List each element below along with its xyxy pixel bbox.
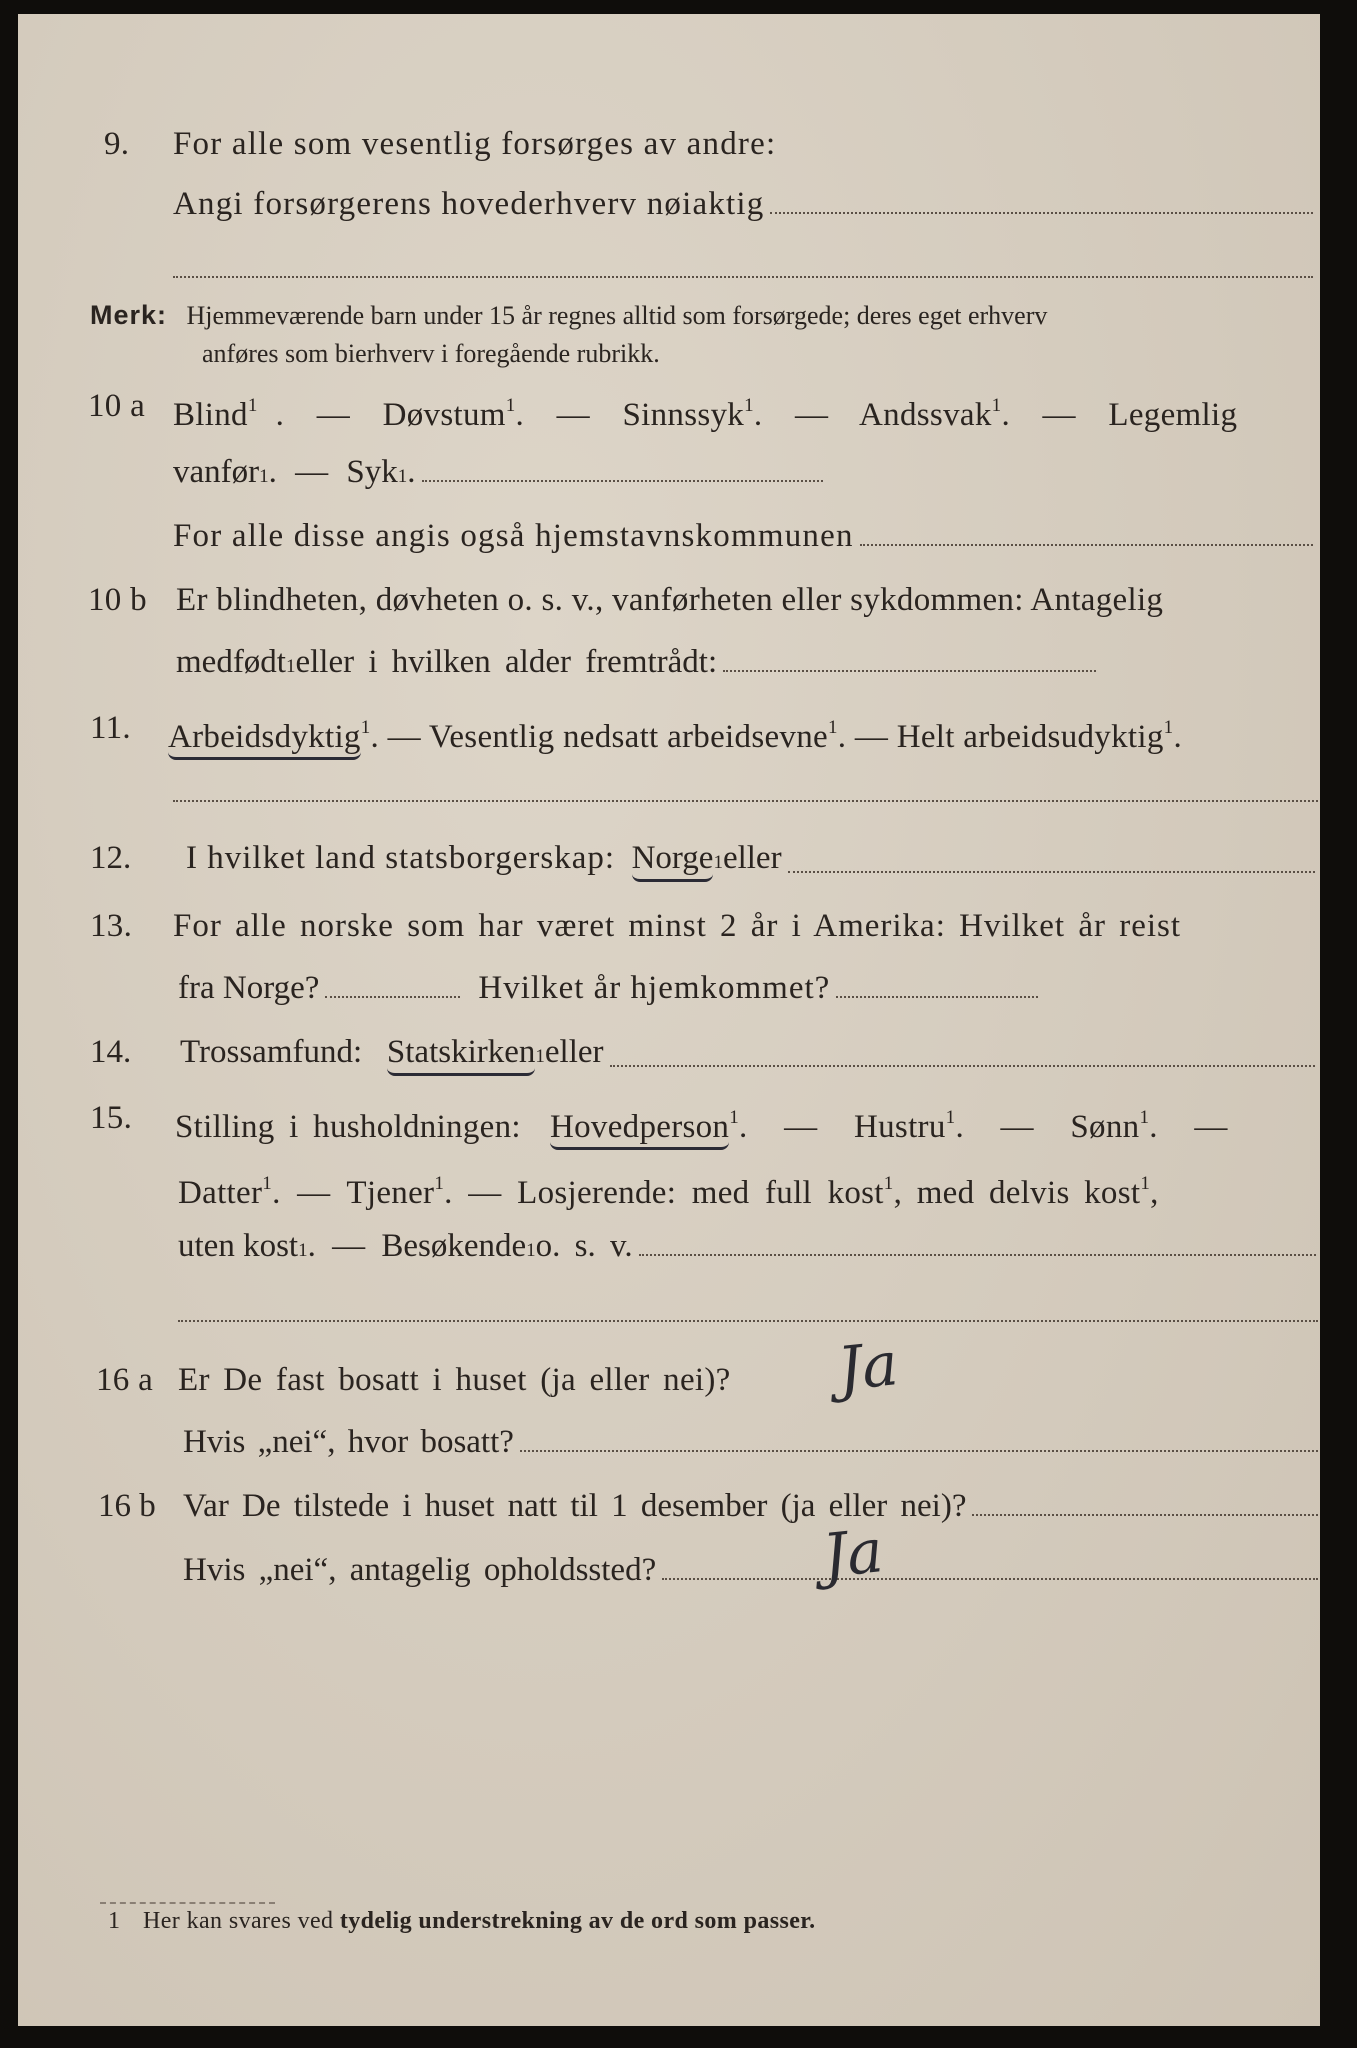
option-dovstum[interactable]: . — Døvstum — [275, 397, 506, 433]
q12-answer-line[interactable] — [788, 871, 1315, 873]
q10a-hjemstavn-answer-line[interactable] — [860, 544, 1313, 546]
option-medfodt[interactable]: medfødt — [176, 644, 286, 680]
option-arbeidsdyktig-selected[interactable]: Arbeidsdyktig — [168, 719, 361, 760]
q16a-line2 — [183, 1424, 1318, 1461]
q13-reist-answer-line[interactable] — [325, 996, 460, 998]
option-tjener[interactable]: . — Tjener — [272, 1175, 435, 1211]
q12-eller: eller — [722, 840, 782, 876]
footnote-mark: 1 — [108, 1908, 121, 1934]
option-datter[interactable]: Datter — [178, 1175, 263, 1211]
q10b-text: Er blindheten, døvheten o. s. v., vanførheten eller sykdommen: Antagelig — [176, 582, 1164, 618]
period: . — [1173, 719, 1183, 755]
q10a-hjemstavn-prompt: For alle disse angis også hjemstavnskommunen — [173, 518, 854, 554]
q12-prompt: I hvilket land statsborgerskap: — [186, 840, 616, 876]
option-andssvak[interactable]: . — Andssvak — [753, 397, 992, 433]
q16b-answer-line[interactable] — [972, 1514, 1318, 1516]
q13-number: 13. — [90, 908, 133, 944]
q13-hjemkommet-prompt: Hvilket år hjemkommet? — [478, 970, 831, 1006]
sup-1: 1 — [1140, 1173, 1151, 1194]
option-statskirken-selected[interactable]: Statskirken — [387, 1034, 535, 1076]
q9-prompt: Angi forsørgerens hovederhverv nøiaktig — [173, 186, 765, 222]
option-delvis-kost[interactable]: , med delvis kost — [893, 1175, 1141, 1211]
q16b-number: 16 b — [98, 1488, 156, 1524]
q16b-line2 — [183, 1552, 1318, 1589]
sup-1: 1 — [713, 852, 723, 873]
option-arbeidsudyktig[interactable]: . — Helt arbeidsudyktig — [837, 719, 1164, 755]
option-syk[interactable]: . — Syk — [268, 454, 398, 490]
q10a-line3 — [173, 518, 1313, 555]
q10b-line2 — [176, 644, 1096, 681]
option-blind[interactable]: Blind — [173, 397, 248, 433]
sup-1: 1 — [298, 1240, 308, 1261]
q16b-handwritten-answer[interactable]: Ja — [819, 1516, 887, 1592]
sup-1: 1 — [285, 656, 296, 677]
q16a-prompt: Er De fast bosatt i huset (ja eller nei)? — [178, 1362, 731, 1398]
merk-line2: anføres som bierhverv i foregående rubrikk. — [202, 339, 660, 368]
sup-1: 1 — [744, 395, 754, 416]
sup-1: 1 — [434, 1173, 445, 1194]
option-sonn[interactable]: . — Sønn — [955, 1109, 1140, 1145]
q16b-prompt: Var De tilstede i huset natt til 1 desember (ja eller nei)? — [183, 1488, 967, 1524]
q16b-opholdssted-answer-line[interactable] — [662, 1578, 1318, 1580]
q16a-bosatt-prompt: Hvis „nei“, hvor bosatt? — [183, 1424, 514, 1460]
q15-number: 15. — [90, 1100, 133, 1136]
merk-note — [90, 296, 1047, 373]
q15-answer-line[interactable] — [639, 1254, 1316, 1256]
option-nedsatt-arbeidsevne[interactable]: . — Vesentlig nedsatt arbeidsevne — [370, 719, 828, 755]
sup-1: 1 — [262, 1173, 273, 1194]
option-uten-kost[interactable]: uten kost — [178, 1228, 299, 1264]
option-hovedperson-selected[interactable]: Hovedperson — [550, 1109, 729, 1150]
q10a-number: 10 a — [88, 388, 146, 424]
q15-line3 — [178, 1228, 1316, 1265]
sup-1: 1 — [827, 717, 838, 738]
q16b-opholdssted-prompt: Hvis „nei“, antagelig opholdssted? — [183, 1552, 657, 1588]
option-sinnssyk[interactable]: . — Sinnssyk — [515, 397, 745, 433]
q15-osv: o. s. v. — [535, 1228, 633, 1264]
sup-1: 1 — [945, 1107, 956, 1128]
sup-1: 1 — [397, 466, 408, 487]
sup-1: 1 — [259, 466, 269, 487]
sup-1: 1 — [360, 717, 371, 738]
q9-number: 9. — [104, 126, 130, 162]
q10b-number: 10 b — [88, 582, 147, 618]
period: . — [407, 454, 416, 490]
sup-1: 1 — [505, 395, 516, 416]
q10b-answer-line[interactable] — [723, 670, 1096, 672]
q15-prompt: Stilling i husholdningen: — [175, 1109, 521, 1145]
q9-text: For alle som vesentlig forsørges av andre: — [173, 126, 777, 162]
q14-line — [90, 1034, 1315, 1076]
q11-number: 11. — [90, 710, 131, 746]
q13-reist-prompt: fra Norge? — [178, 970, 320, 1006]
q13-text: For alle norske som har været minst 2 år i Amerika: Hvilket år reist — [173, 908, 1182, 944]
option-hustru[interactable]: . — Hustru — [739, 1109, 946, 1145]
merk-label: Merk: — [90, 300, 168, 330]
option-losjerende-full-kost[interactable]: . — Losjerende: med full kost — [444, 1175, 884, 1211]
q16b-line1 — [98, 1488, 1318, 1525]
q16a-answer-line[interactable] — [520, 1450, 1318, 1452]
q14-eller: eller — [544, 1034, 604, 1070]
q13-hjemkommet-answer-line[interactable] — [836, 996, 1038, 998]
footnote-rule — [100, 1902, 275, 1904]
q10a-line2 — [173, 454, 823, 491]
sup-1: 1 — [1163, 717, 1174, 738]
q9-answer-line[interactable] — [770, 212, 1313, 214]
sup-1: 1 — [729, 1107, 740, 1128]
merk-line1: Hjemmeværende barn under 15 år regnes alltid som forsørgede; deres eget erhverv — [186, 301, 1048, 330]
sup-1: 1 — [883, 1173, 894, 1194]
q13-line2 — [178, 970, 1038, 1007]
q9-extra-line[interactable] — [173, 276, 1313, 278]
footnote-text: Her kan svares ved — [143, 1908, 340, 1934]
dash: . — — [1149, 1109, 1228, 1145]
q15-extra-line[interactable] — [178, 1320, 1318, 1322]
footnote — [108, 1908, 816, 1935]
q10a-syk-answer-line[interactable] — [422, 480, 824, 482]
q9-line2 — [173, 186, 1313, 223]
q12-line — [90, 840, 1315, 882]
q14-prompt: Trossamfund: — [180, 1034, 363, 1070]
sup-1: 1 — [1139, 1107, 1150, 1128]
option-besokende[interactable]: . — Besøkende — [307, 1228, 527, 1264]
sup-1: 1 — [526, 1240, 536, 1261]
q14-answer-line[interactable] — [610, 1065, 1315, 1067]
sup-1: 1 — [991, 395, 1002, 416]
comma: , — [1150, 1175, 1159, 1211]
q14-number: 14. — [90, 1034, 132, 1070]
sup-1: 1 — [535, 1046, 545, 1067]
option-norge-selected[interactable]: Norge — [632, 840, 714, 882]
q16a-handwritten-answer[interactable]: Ja — [834, 1329, 902, 1405]
q10b-alder-prompt: eller i hvilken alder fremtrådt: — [295, 644, 718, 680]
q12-number: 12. — [90, 840, 132, 876]
census-form-page — [18, 14, 1320, 2026]
q16a-number: 16 a — [96, 1362, 154, 1398]
sup-1: 1 — [247, 395, 258, 416]
footnote-bold-text: tydelig understrekning av de ord som passer. — [339, 1908, 816, 1934]
q11-extra-line[interactable] — [173, 800, 1318, 802]
option-vanfor[interactable]: vanfør — [173, 454, 260, 490]
option-legemlig[interactable]: . — Legemlig — [1001, 397, 1238, 433]
